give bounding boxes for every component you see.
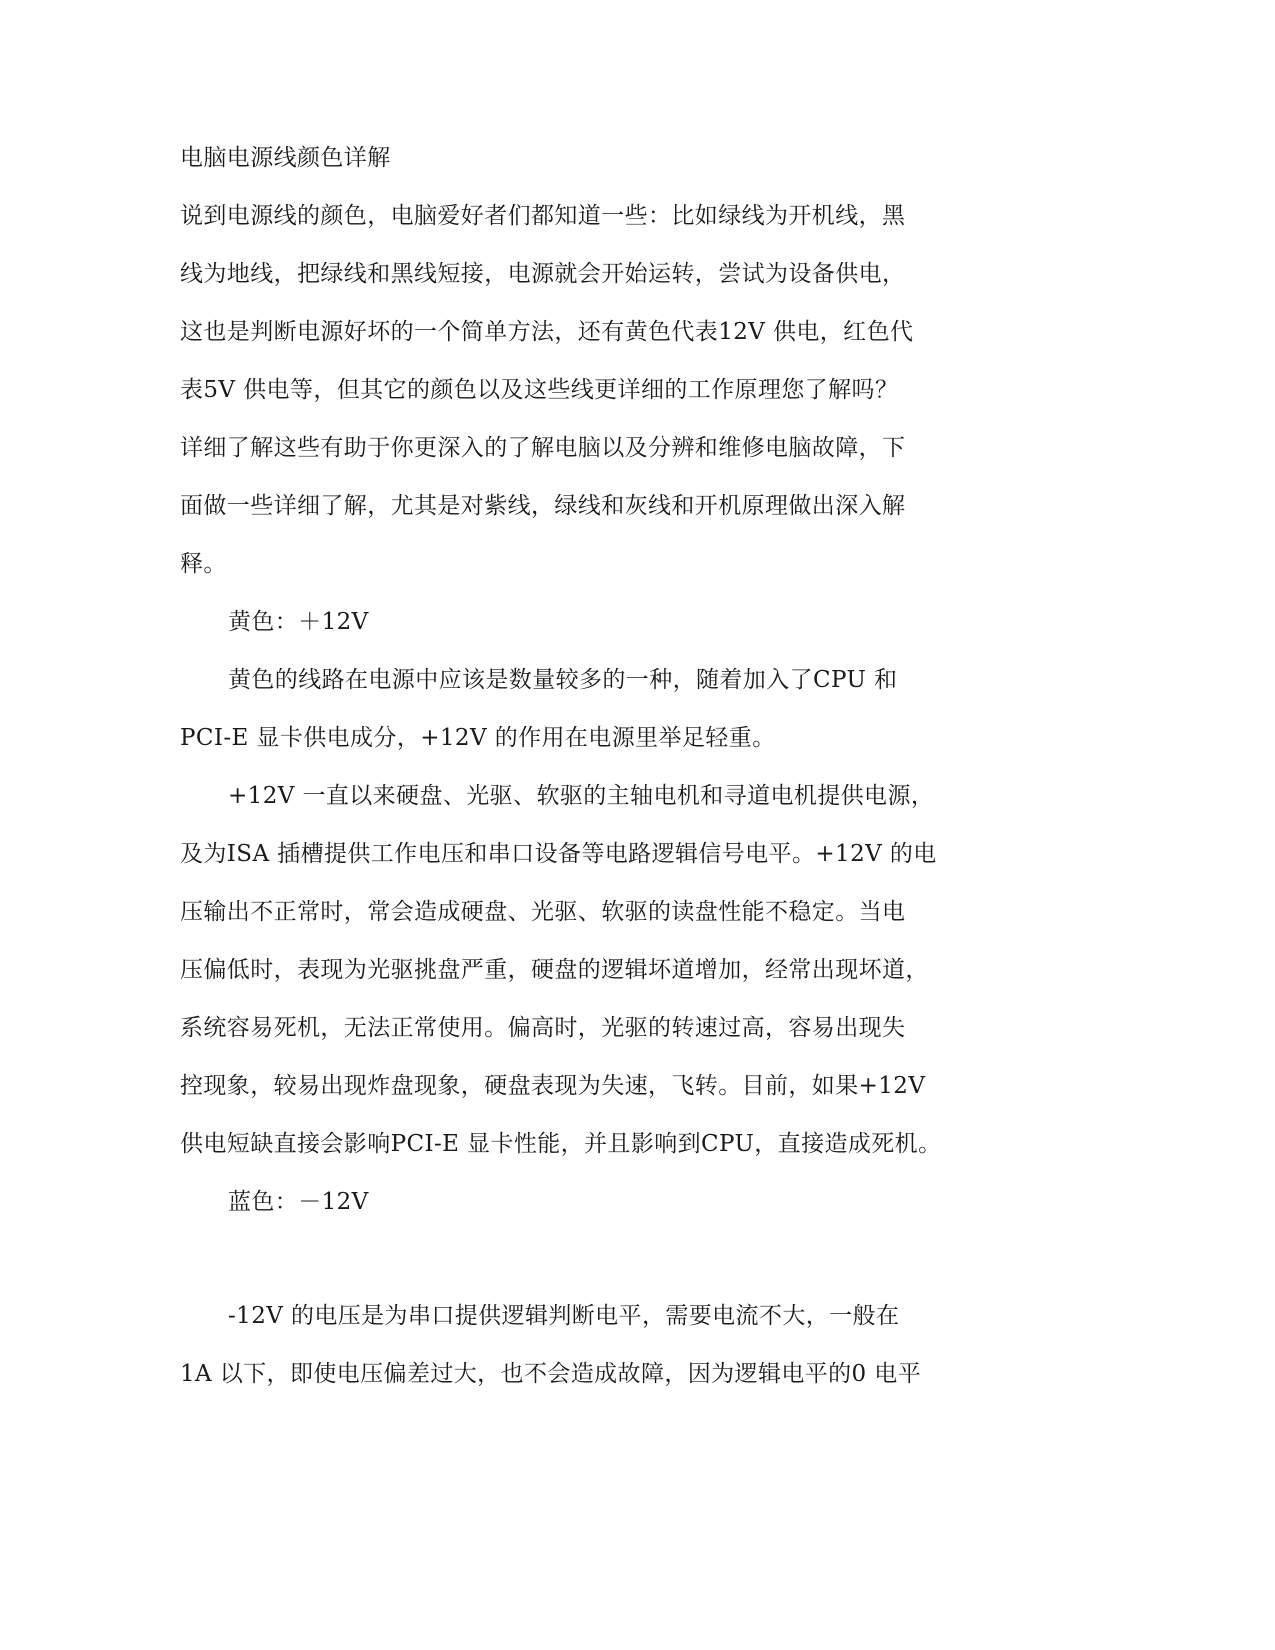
body-line: 这也是判断电源好坏的一个简单方法，还有黄色代表12V 供电，红色代 [180,319,914,345]
body-line: 系统容易死机，无法正常使用。偏高时，光驱的转速过高，容易出现失 [180,1015,906,1041]
body-line: 1A 以下，即使电压偏差过大，也不会造成故障，因为逻辑电平的0 电平 [180,1361,922,1387]
body-line: 表5V 供电等，但其它的颜色以及这些线更详细的工作原理您了解吗？ [180,377,899,403]
body-line: 详细了解这些有助于你更深入的了解电脑以及分辨和维修电脑故障，下 [180,435,906,461]
section-heading-blue: 蓝色：－12V [228,1189,369,1215]
section-heading-yellow: 黄色：＋12V [228,609,369,635]
body-line: 压输出不正常时，常会造成硬盘、光驱、软驱的读盘性能不稳定。当电 [180,899,906,925]
body-line: 线为地线，把绿线和黑线短接，电源就会开始运转，尝试为设备供电， [180,261,906,287]
body-line: 供电短缺直接会影响PCI-E 显卡性能，并且影响到CPU，直接造成死机。 [180,1131,942,1157]
document-title: 电脑电源线颜色详解 [180,145,391,171]
body-line: 控现象，较易出现炸盘现象，硬盘表现为失速，飞转。目前，如果+12V [180,1073,926,1099]
body-line: 说到电源线的颜色，电脑爱好者们都知道一些：比如绿线为开机线，黑 [180,203,906,229]
body-line: 黄色的线路在电源中应该是数量较多的一种，随着加入了CPU 和 [228,667,898,693]
body-line: 及为ISA 插槽提供工作电压和串口设备等电路逻辑信号电平。+12V 的电 [180,841,937,867]
body-line: -12V 的电压是为串口提供逻辑判断电平，需要电流不大，一般在 [228,1303,900,1329]
body-line: PCI-E 显卡供电成分，+12V 的作用在电源里举足轻重。 [180,725,776,751]
body-line: +12V 一直以来硬盘、光驱、软驱的主轴电机和寻道电机提供电源， [228,783,935,809]
body-line: 面做一些详细了解，尤其是对紫线，绿线和灰线和开机原理做出深入解 [180,493,906,519]
body-line: 压偏低时，表现为光驱挑盘严重，硬盘的逻辑坏道增加，经常出现坏道， [180,957,929,983]
body-line: 释。 [180,551,227,577]
